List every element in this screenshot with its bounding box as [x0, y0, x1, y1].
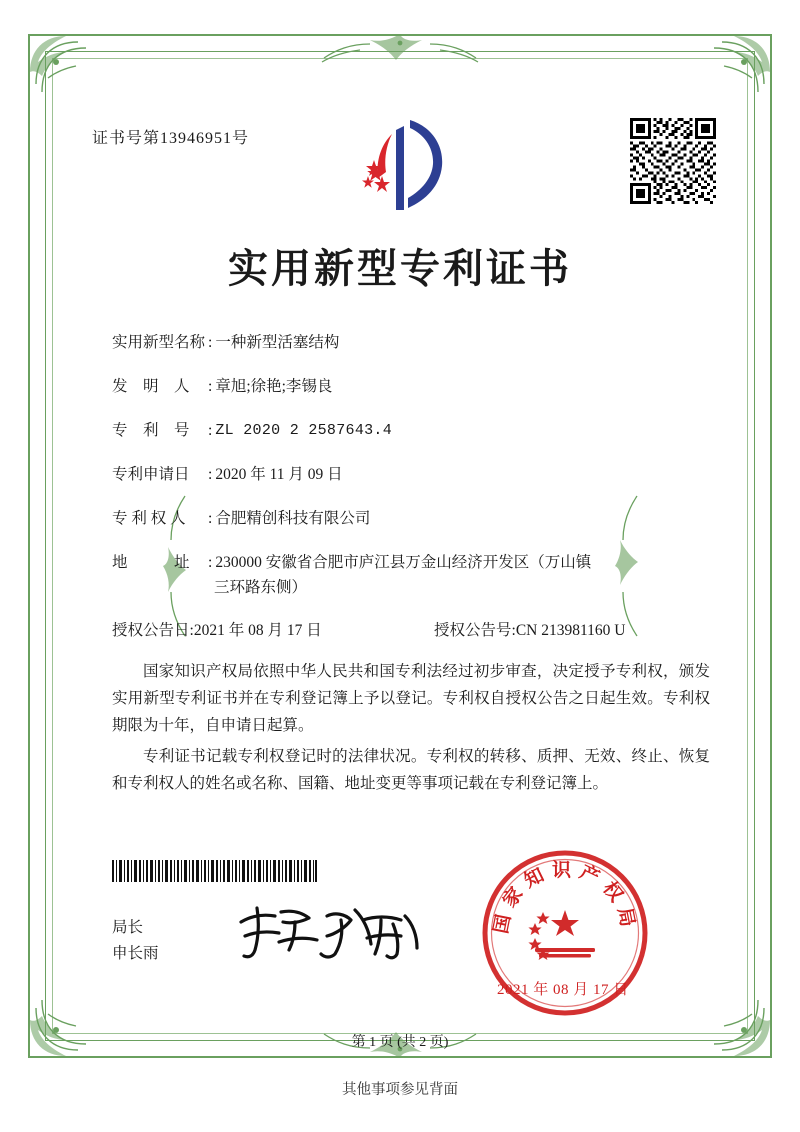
- announcement-date-label: 授权公告日: [112, 622, 190, 639]
- announcement-number-value: CN 213981160 U: [515, 622, 626, 639]
- field-row-address: [112, 552, 712, 573]
- field-value: 2020 年 11 月 09 日: [215, 466, 343, 483]
- field-row-application-date: [112, 464, 712, 485]
- field-row-inventors: [112, 376, 712, 397]
- field-colon: :: [208, 422, 213, 439]
- signature-block: [112, 915, 159, 967]
- legal-text: [112, 658, 710, 801]
- field-colon: :: [208, 510, 213, 527]
- page-title: 实用新型专利证书: [228, 246, 572, 292]
- footer-note: 其他事项参见背面: [342, 1082, 458, 1098]
- svg-text:国家知识产权局: 国家知识产权局: [489, 859, 641, 936]
- legal-paragraph-2: 专利证书记载专利权登记时的法律状况。专利权的转移、质押、无效、终止、恢复和专利权人的姓名或名称、国籍、地址变更等事项记载在专利登记簿上。: [112, 748, 710, 792]
- field-colon: :: [208, 334, 213, 351]
- field-value: 一种新型活塞结构: [215, 334, 340, 351]
- field-colon: :: [208, 466, 213, 483]
- barcode: [112, 860, 317, 882]
- director-name: 申长雨: [112, 945, 159, 962]
- field-colon: :: [511, 622, 516, 639]
- field-label: 实用新型名称: [112, 334, 206, 351]
- field-value: 230000 安徽省合肥市庐江县万金山经济开发区（万山镇: [215, 554, 592, 571]
- page-indicator: 第 1 页 (共 2 页): [351, 1035, 449, 1050]
- field-row-patentee: [112, 508, 712, 529]
- legal-paragraph-1: 国家知识产权局依照中华人民共和国专利法经过初步审查，决定授予专利权，颁发实用新型专利证书并在专利登记簿上予以登记。专利权自授权公告之日起生效。专利权期限为十年，自申请日起算。: [112, 663, 710, 734]
- field-row-patent-number: [112, 420, 712, 441]
- certificate-number: 证书号第13946951号: [92, 130, 250, 147]
- field-label: 地 址: [112, 554, 190, 571]
- field-value: 合肥精创科技有限公司: [215, 510, 371, 527]
- cnipa-logo-icon: [352, 112, 448, 216]
- handwritten-signature-icon: [235, 898, 425, 964]
- announcement-number-label: 授权公告号: [434, 622, 512, 639]
- field-row-invention-name: [112, 332, 712, 353]
- patent-fields: [112, 332, 712, 663]
- director-role-label: 局长: [112, 919, 144, 936]
- field-colon: :: [208, 378, 213, 395]
- field-label: 专 利 号: [112, 422, 190, 439]
- qr-code: [630, 118, 716, 204]
- announcement-date-value: 2021 年 08 月 17 日: [193, 622, 322, 639]
- field-label: 专利申请日: [112, 466, 190, 483]
- field-label: 发 明 人: [112, 378, 190, 395]
- field-value-address-line2: 三环路东侧）: [214, 579, 308, 596]
- seal-date: 2021 年 08 月 17 日: [497, 982, 629, 998]
- field-value: ZL 2020 2 2587643.4: [215, 422, 393, 439]
- field-colon: :: [189, 622, 194, 639]
- field-label: 专 利 权 人: [112, 510, 186, 527]
- field-colon: :: [208, 554, 213, 571]
- field-row-announcement: [112, 620, 712, 641]
- field-value: 章旭;徐艳;李锡良: [215, 378, 333, 395]
